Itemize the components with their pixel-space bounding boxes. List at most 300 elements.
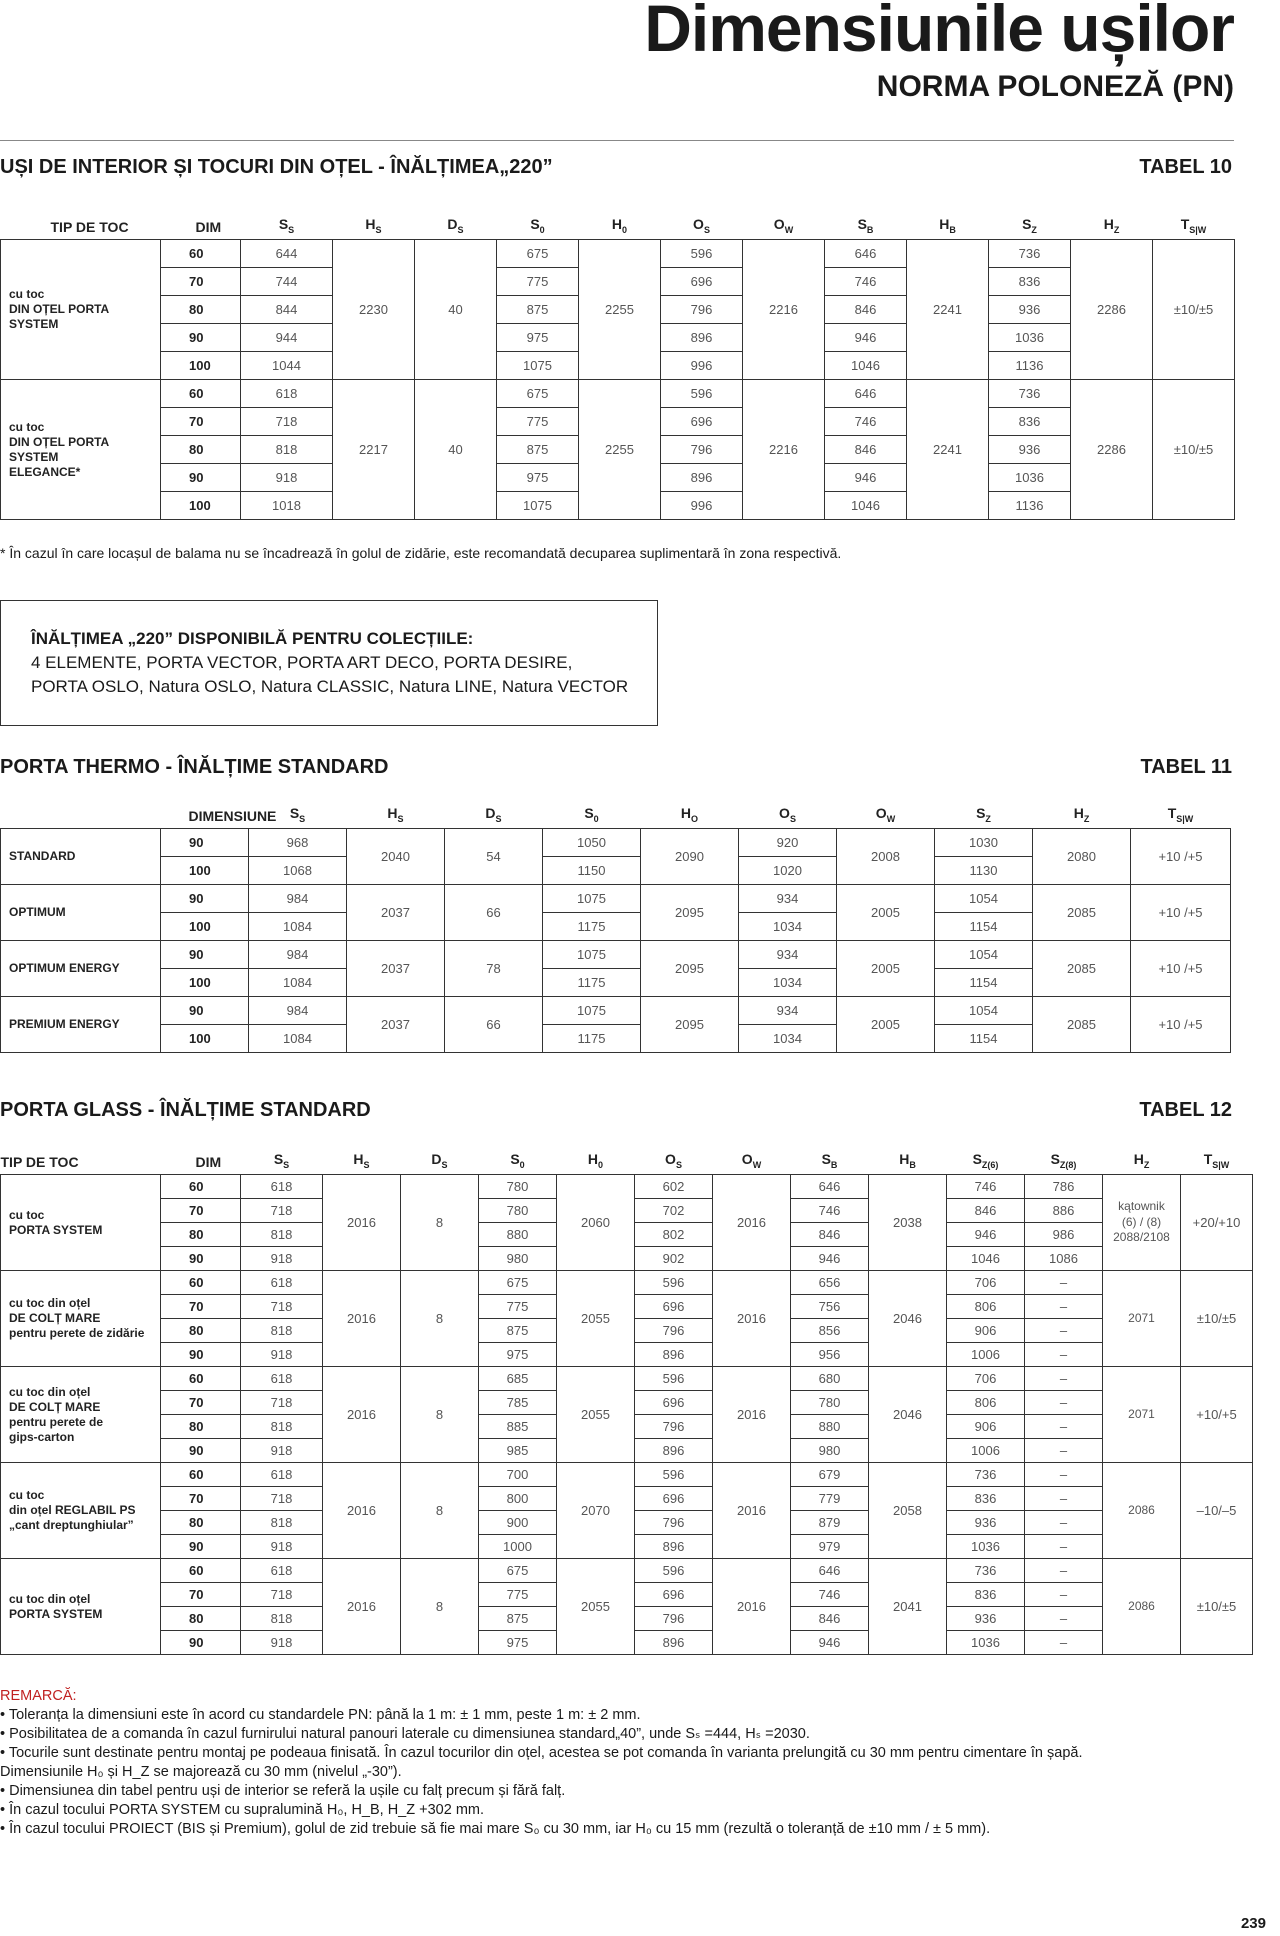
sz6-cell: 806 (947, 1295, 1025, 1319)
header-divider (0, 140, 1234, 141)
column-header-label: TIP DE TOC (50, 219, 129, 235)
column-header (989, 205, 1071, 240)
column-header (347, 794, 445, 829)
table-row (1, 941, 1231, 969)
dim-cell: 60 (161, 1463, 241, 1487)
ow-cell: 2016 (713, 1559, 791, 1655)
column-header (415, 205, 497, 240)
os-cell: 896 (635, 1439, 713, 1463)
sz-cell: 1036 (989, 464, 1071, 492)
ss-cell: 818 (241, 1415, 323, 1439)
s0-cell: 975 (497, 464, 579, 492)
sb-cell: 646 (791, 1175, 869, 1199)
sz-cell: 736 (989, 380, 1071, 408)
sb-cell: 646 (791, 1559, 869, 1583)
hz-cell: 2071 (1103, 1271, 1181, 1367)
dim-cell: 60 (161, 380, 241, 408)
remark-item: • Posibilitatea de a comanda în cazul furnirului natural panouri laterale cu dimensiunea standard„40”, unde Sₛ =444, Hₛ =2030. (0, 1726, 810, 1742)
dim-cell: 60 (161, 1559, 241, 1583)
sb-cell: 646 (825, 380, 907, 408)
sz6-cell: 1046 (947, 1247, 1025, 1271)
tsw-cell: –10/–5 (1181, 1463, 1253, 1559)
sz6-cell: 1006 (947, 1439, 1025, 1463)
s0-cell: 675 (497, 240, 579, 268)
dim-cell: 90 (161, 1343, 241, 1367)
s0-cell: 675 (479, 1559, 557, 1583)
column-header-label: S (1022, 216, 1032, 233)
table10-note: * În cazul în care locașul de balama nu se încadrează în golul de zidărie, este recomandată decuparea suplimentară în zona respectivă. (0, 545, 842, 561)
hs-cell: 2037 (347, 941, 445, 997)
os-cell: 696 (635, 1487, 713, 1511)
column-header-sub: Z(6) (981, 1160, 999, 1170)
dim-cell: 90 (161, 1247, 241, 1271)
dim-cell: 90 (161, 464, 241, 492)
table-row (1, 380, 1235, 408)
sz-cell: 1036 (989, 324, 1071, 352)
ds-cell: 40 (415, 240, 497, 380)
table-11 (0, 794, 1231, 1053)
column-header (241, 1140, 323, 1175)
column-header-label: DIM (195, 1154, 222, 1170)
column-header-label: S (976, 805, 986, 822)
column-header (1, 205, 161, 240)
os-cell: 896 (635, 1631, 713, 1655)
ds-cell: 8 (401, 1271, 479, 1367)
hz-cell: 2086 (1103, 1559, 1181, 1655)
sz8-cell: 886 (1025, 1199, 1103, 1223)
column-header-label: O (741, 1151, 753, 1168)
table-row (1, 829, 1231, 857)
s0-cell: 780 (479, 1175, 557, 1199)
table-row (1, 1175, 1253, 1199)
sb-cell: 746 (791, 1583, 869, 1607)
s0-cell: 675 (497, 380, 579, 408)
sz6-cell: 906 (947, 1415, 1025, 1439)
table10-label: TABEL 10 (1139, 156, 1232, 178)
collections-line-1: 4 ELEMENTE, PORTA VECTOR, PORTA ART DECO, PORTA DESIRE, (31, 653, 573, 672)
ss-cell: 984 (249, 997, 347, 1025)
ss-cell: 918 (241, 1247, 323, 1271)
dim-cell: 60 (161, 1175, 241, 1199)
ss-cell: 1018 (241, 492, 333, 520)
hz-cell: 2086 (1103, 1463, 1181, 1559)
ss-cell: 818 (241, 1319, 323, 1343)
column-header (641, 794, 739, 829)
column-header (543, 794, 641, 829)
dim-cell: 80 (161, 436, 241, 464)
column-header (713, 1140, 791, 1175)
ss-cell: 618 (241, 380, 333, 408)
ss-cell: 718 (241, 1583, 323, 1607)
column-header (161, 205, 241, 240)
column-header-sub: Z (1083, 814, 1090, 824)
column-header-sub: 0 (598, 1160, 604, 1170)
ds-cell: 8 (401, 1559, 479, 1655)
remarks (0, 1687, 1250, 1839)
ds-cell: 8 (401, 1463, 479, 1559)
ss-cell: 618 (241, 1559, 323, 1583)
ss-cell: 718 (241, 1295, 323, 1319)
column-header (497, 205, 579, 240)
sb-cell: 880 (791, 1415, 869, 1439)
sz-cell: 1030 (935, 829, 1033, 857)
os-cell: 896 (635, 1535, 713, 1559)
column-header (1153, 205, 1235, 240)
column-header-sub: S (789, 814, 796, 824)
os-cell: 696 (661, 408, 743, 436)
ss-cell: 984 (249, 941, 347, 969)
remarks-title: REMARCĂ: (0, 1688, 77, 1704)
column-header-label: H (899, 1151, 910, 1168)
h0-cell: 2055 (557, 1367, 635, 1463)
os-cell: 796 (635, 1415, 713, 1439)
sb-cell: 779 (791, 1487, 869, 1511)
os-cell: 696 (635, 1391, 713, 1415)
column-header-sub: S|W (1212, 1160, 1230, 1170)
column-header-sub: W (784, 225, 794, 235)
dim-cell: 70 (161, 1295, 241, 1319)
collections-heading: ÎNĂLȚIMEA „220” DISPONIBILĂ PENTRU COLECȚIILE: (31, 629, 474, 648)
row-group-label: OPTIMUM (1, 885, 161, 941)
column-header-label: H (939, 216, 950, 233)
sz6-cell: 746 (947, 1175, 1025, 1199)
os-cell: 1034 (739, 1025, 837, 1053)
s0-cell: 1075 (543, 941, 641, 969)
column-header-sub: S (375, 225, 382, 235)
sz8-cell: – (1025, 1511, 1103, 1535)
hs-cell: 2230 (333, 240, 415, 380)
column-header (161, 1140, 241, 1175)
column-header-sub: S (397, 814, 404, 824)
ss-cell: 918 (241, 1631, 323, 1655)
row-group-label: cu toc DIN OȚEL PORTA SYSTEM (1, 240, 161, 380)
s0-cell: 885 (479, 1415, 557, 1439)
column-header-label: D (431, 1151, 442, 1168)
sb-cell: 746 (791, 1199, 869, 1223)
s0-cell: 980 (479, 1247, 557, 1271)
column-header (635, 1140, 713, 1175)
ss-cell: 718 (241, 408, 333, 436)
tsw-cell: +10 /+5 (1131, 829, 1231, 885)
os-cell: 934 (739, 997, 837, 1025)
hb-cell: 2041 (869, 1559, 947, 1655)
ds-cell: 8 (401, 1175, 479, 1271)
os-cell: 796 (635, 1319, 713, 1343)
hs-cell: 2037 (347, 997, 445, 1053)
dim-cell: 100 (161, 857, 249, 885)
column-header-label: H (611, 216, 623, 233)
ss-cell: 984 (249, 885, 347, 913)
sb-cell: 946 (791, 1247, 869, 1271)
ss-cell: 918 (241, 1535, 323, 1559)
header-row (1, 205, 1235, 240)
hs-cell: 2217 (333, 380, 415, 520)
column-header-label: H (1103, 216, 1114, 233)
ds-cell: 78 (445, 941, 543, 997)
column-header-sub: S|W (1189, 225, 1207, 235)
sz-cell: 1054 (935, 941, 1033, 969)
column-header-label: O (875, 805, 887, 822)
s0-cell: 900 (479, 1511, 557, 1535)
column-header (161, 794, 277, 829)
ow-cell: 2005 (837, 941, 935, 997)
column-header-sub: S (441, 1160, 448, 1170)
table-12 (0, 1140, 1253, 1655)
dim-cell: 100 (161, 1025, 249, 1053)
sz-cell: 1154 (935, 1025, 1033, 1053)
row-group-label: PREMIUM ENERGY (1, 997, 161, 1053)
column-header-sub: B (866, 225, 874, 235)
column-header-label: S (530, 216, 540, 233)
column-header-sub: S (703, 225, 710, 235)
ow-cell: 2016 (713, 1463, 791, 1559)
tsw-cell: ±10/±5 (1153, 240, 1235, 380)
ow-cell: 2005 (837, 997, 935, 1053)
column-header (743, 205, 825, 240)
sz8-cell: – (1025, 1367, 1103, 1391)
remark-item: • În cazul tocului PORTA SYSTEM cu supralumină H₀, H_B, H_Z +302 mm. (0, 1802, 485, 1818)
column-header (1181, 1140, 1253, 1175)
column-header (907, 205, 989, 240)
ss-cell: 918 (241, 464, 333, 492)
os-cell: 896 (661, 464, 743, 492)
s0-cell: 775 (479, 1295, 557, 1319)
hb-cell: 2058 (869, 1463, 947, 1559)
ss-cell: 844 (241, 296, 333, 324)
h0-cell: 2255 (579, 380, 661, 520)
ss-cell: 818 (241, 1511, 323, 1535)
dim-cell: 90 (161, 829, 249, 857)
sb-cell: 756 (791, 1295, 869, 1319)
column-header-label: O (665, 1151, 676, 1168)
column-header-label: S (289, 805, 300, 822)
column-header-label: S (278, 216, 289, 233)
os-cell: 934 (739, 885, 837, 913)
dim-cell: 100 (161, 352, 241, 380)
ds-cell: 8 (401, 1367, 479, 1463)
dim-cell: 70 (161, 268, 241, 296)
ss-cell: 818 (241, 436, 333, 464)
sz8-cell: – (1025, 1343, 1103, 1367)
dim-cell: 100 (161, 913, 249, 941)
column-header-sub: Z (1113, 225, 1120, 235)
column-header-label: H (1133, 1151, 1144, 1168)
s0-cell: 775 (497, 408, 579, 436)
column-header-label: H (680, 805, 692, 822)
sb-cell: 980 (791, 1439, 869, 1463)
column-header-label: S (510, 1151, 520, 1168)
hs-cell: 2016 (323, 1559, 401, 1655)
ho-cell: 2095 (641, 997, 739, 1053)
os-cell: 1034 (739, 913, 837, 941)
hb-cell: 2241 (907, 380, 989, 520)
s0-cell: 1000 (479, 1535, 557, 1559)
row-group-label: cu toc din oțel DE COLȚ MARE pentru perete de gips-carton (1, 1367, 161, 1463)
dim-cell: 90 (161, 885, 249, 913)
hs-cell: 2016 (323, 1367, 401, 1463)
column-header-label: H (365, 216, 376, 233)
remark-item: • În cazul tocului PROIECT (BIS și Premium), golul de zid trebuie să fie mai mare S₀ cu 30 mm, iar H₀ cu 15 mm (rezultă o toleranță de ±10 mm / ± 5 mm). (0, 1821, 991, 1837)
row-group-label: cu toc din oțel PORTA SYSTEM (1, 1559, 161, 1655)
remark-item: Dimensiunile H₀ și H_Z se majorează cu 30 mm (nivelul „-30”). (0, 1764, 402, 1780)
column-header-label: T (1203, 1151, 1213, 1168)
hz-cell: 2286 (1071, 240, 1153, 380)
column-header-sub: 0 (539, 225, 545, 235)
column-header (401, 1140, 479, 1175)
column-header-label: D (447, 216, 458, 233)
column-header-sub: 0 (519, 1160, 525, 1170)
os-cell: 696 (635, 1583, 713, 1607)
column-header-label: DIM (195, 219, 222, 235)
sz8-cell: – (1025, 1319, 1103, 1343)
ho-cell: 2095 (641, 885, 739, 941)
dim-cell: 70 (161, 1391, 241, 1415)
ss-cell: 618 (241, 1367, 323, 1391)
dim-cell: 80 (161, 1223, 241, 1247)
os-cell: 596 (635, 1463, 713, 1487)
sz6-cell: 936 (947, 1511, 1025, 1535)
sz6-cell: 806 (947, 1391, 1025, 1415)
dim-cell: 70 (161, 408, 241, 436)
sz8-cell: – (1025, 1391, 1103, 1415)
table12-label: TABEL 12 (1139, 1099, 1232, 1121)
ds-cell: 66 (445, 997, 543, 1053)
s0-cell: 700 (479, 1463, 557, 1487)
ow-cell: 2005 (837, 885, 935, 941)
s0-cell: 975 (497, 324, 579, 352)
os-cell: 602 (635, 1175, 713, 1199)
sb-cell: 946 (825, 464, 907, 492)
s0-cell: 875 (479, 1319, 557, 1343)
collections-box (0, 600, 658, 726)
column-header-sub: S (283, 1160, 290, 1170)
sz6-cell: 946 (947, 1223, 1025, 1247)
ss-cell: 618 (241, 1175, 323, 1199)
os-cell: 596 (661, 240, 743, 268)
ss-cell: 818 (241, 1223, 323, 1247)
hz-cell: 2085 (1033, 997, 1131, 1053)
sz8-cell: 786 (1025, 1175, 1103, 1199)
column-header-sub: Z (1143, 1160, 1150, 1170)
hb-cell: 2046 (869, 1367, 947, 1463)
sz6-cell: 736 (947, 1559, 1025, 1583)
dim-cell: 80 (161, 1319, 241, 1343)
s0-cell: 775 (497, 268, 579, 296)
h0-cell: 2255 (579, 240, 661, 380)
row-group-label: cu toc DIN OȚEL PORTA SYSTEM ELEGANCE* (1, 380, 161, 520)
column-header-sub: B (909, 1160, 916, 1170)
sz6-cell: 736 (947, 1463, 1025, 1487)
tsw-cell: ±10/±5 (1153, 380, 1235, 520)
s0-cell: 975 (479, 1631, 557, 1655)
column-header (947, 1140, 1025, 1175)
table10-title: UȘI DE INTERIOR ȘI TOCURI DIN OȚEL - ÎNĂLȚIMEA„220” (0, 156, 553, 178)
sz8-cell: 1086 (1025, 1247, 1103, 1271)
os-cell: 1020 (739, 857, 837, 885)
tsw-cell: ±10/±5 (1181, 1271, 1253, 1367)
column-header-label: D (485, 805, 496, 822)
table11-title: PORTA THERMO - ÎNĂLȚIME STANDARD (0, 756, 389, 778)
tsw-cell: ±10/±5 (1181, 1559, 1253, 1655)
ss-cell: 1084 (249, 969, 347, 997)
sz8-cell: – (1025, 1439, 1103, 1463)
sb-cell: 746 (825, 268, 907, 296)
s0-cell: 875 (497, 436, 579, 464)
os-cell: 934 (739, 941, 837, 969)
column-header-sub: O (691, 814, 699, 824)
s0-cell: 1175 (543, 913, 641, 941)
row-group-label: OPTIMUM ENERGY (1, 941, 161, 997)
sz8-cell: – (1025, 1415, 1103, 1439)
sz6-cell: 706 (947, 1367, 1025, 1391)
ss-cell: 968 (249, 829, 347, 857)
sz6-cell: 706 (947, 1271, 1025, 1295)
sz8-cell: – (1025, 1295, 1103, 1319)
sb-cell: 780 (791, 1391, 869, 1415)
sb-cell: 846 (791, 1607, 869, 1631)
column-header (837, 794, 935, 829)
header-row (1, 794, 1231, 829)
s0-cell: 880 (479, 1223, 557, 1247)
ds-cell: 66 (445, 885, 543, 941)
table-row (1, 240, 1235, 268)
sz-cell: 1154 (935, 913, 1033, 941)
ow-cell: 2016 (713, 1367, 791, 1463)
table-row (1, 1271, 1253, 1295)
hs-cell: 2037 (347, 885, 445, 941)
sz6-cell: 936 (947, 1607, 1025, 1631)
os-cell: 920 (739, 829, 837, 857)
sz8-cell: – (1025, 1271, 1103, 1295)
column-header-label: S (972, 1151, 982, 1168)
s0-cell: 1150 (543, 857, 641, 885)
table-row (1, 1463, 1253, 1487)
column-header-label: H (353, 1151, 364, 1168)
column-header (825, 205, 907, 240)
column-header (333, 205, 415, 240)
column-header-label: S (857, 216, 867, 233)
sz-cell: 936 (989, 296, 1071, 324)
dim-cell: 90 (161, 997, 249, 1025)
ss-cell: 744 (241, 268, 333, 296)
h0-cell: 2055 (557, 1271, 635, 1367)
column-header (241, 205, 333, 240)
sb-cell: 1046 (825, 352, 907, 380)
sz8-cell: – (1025, 1607, 1103, 1631)
sb-cell: 946 (825, 324, 907, 352)
header-row (1, 1140, 1253, 1175)
remark-item: • Tocurile sunt destinate pentru montaj pe podeaua finisată. În cazul tocurilor din oțel, acestea se pot comanda în varianta prelungită cu 30 mm pentru cimentare în șapă. (0, 1745, 1083, 1761)
column-header (791, 1140, 869, 1175)
column-header-sub: Z (985, 814, 991, 824)
os-cell: 596 (635, 1271, 713, 1295)
s0-cell: 1175 (543, 969, 641, 997)
column-header-sub: S (495, 814, 502, 824)
tsw-cell: +10 /+5 (1131, 885, 1231, 941)
sz8-cell: – (1025, 1463, 1103, 1487)
os-cell: 796 (661, 436, 743, 464)
table-10 (0, 205, 1235, 520)
table12-title: PORTA GLASS - ÎNĂLȚIME STANDARD (0, 1099, 371, 1121)
sz8-cell: – (1025, 1559, 1103, 1583)
page-number: 239 (1240, 1915, 1266, 1932)
sz-cell: 1054 (935, 885, 1033, 913)
column-header-sub: S (288, 225, 295, 235)
ho-cell: 2095 (641, 941, 739, 997)
column-header-sub: S (363, 1160, 370, 1170)
ds-cell: 40 (415, 380, 497, 520)
table-row (1, 1559, 1253, 1583)
